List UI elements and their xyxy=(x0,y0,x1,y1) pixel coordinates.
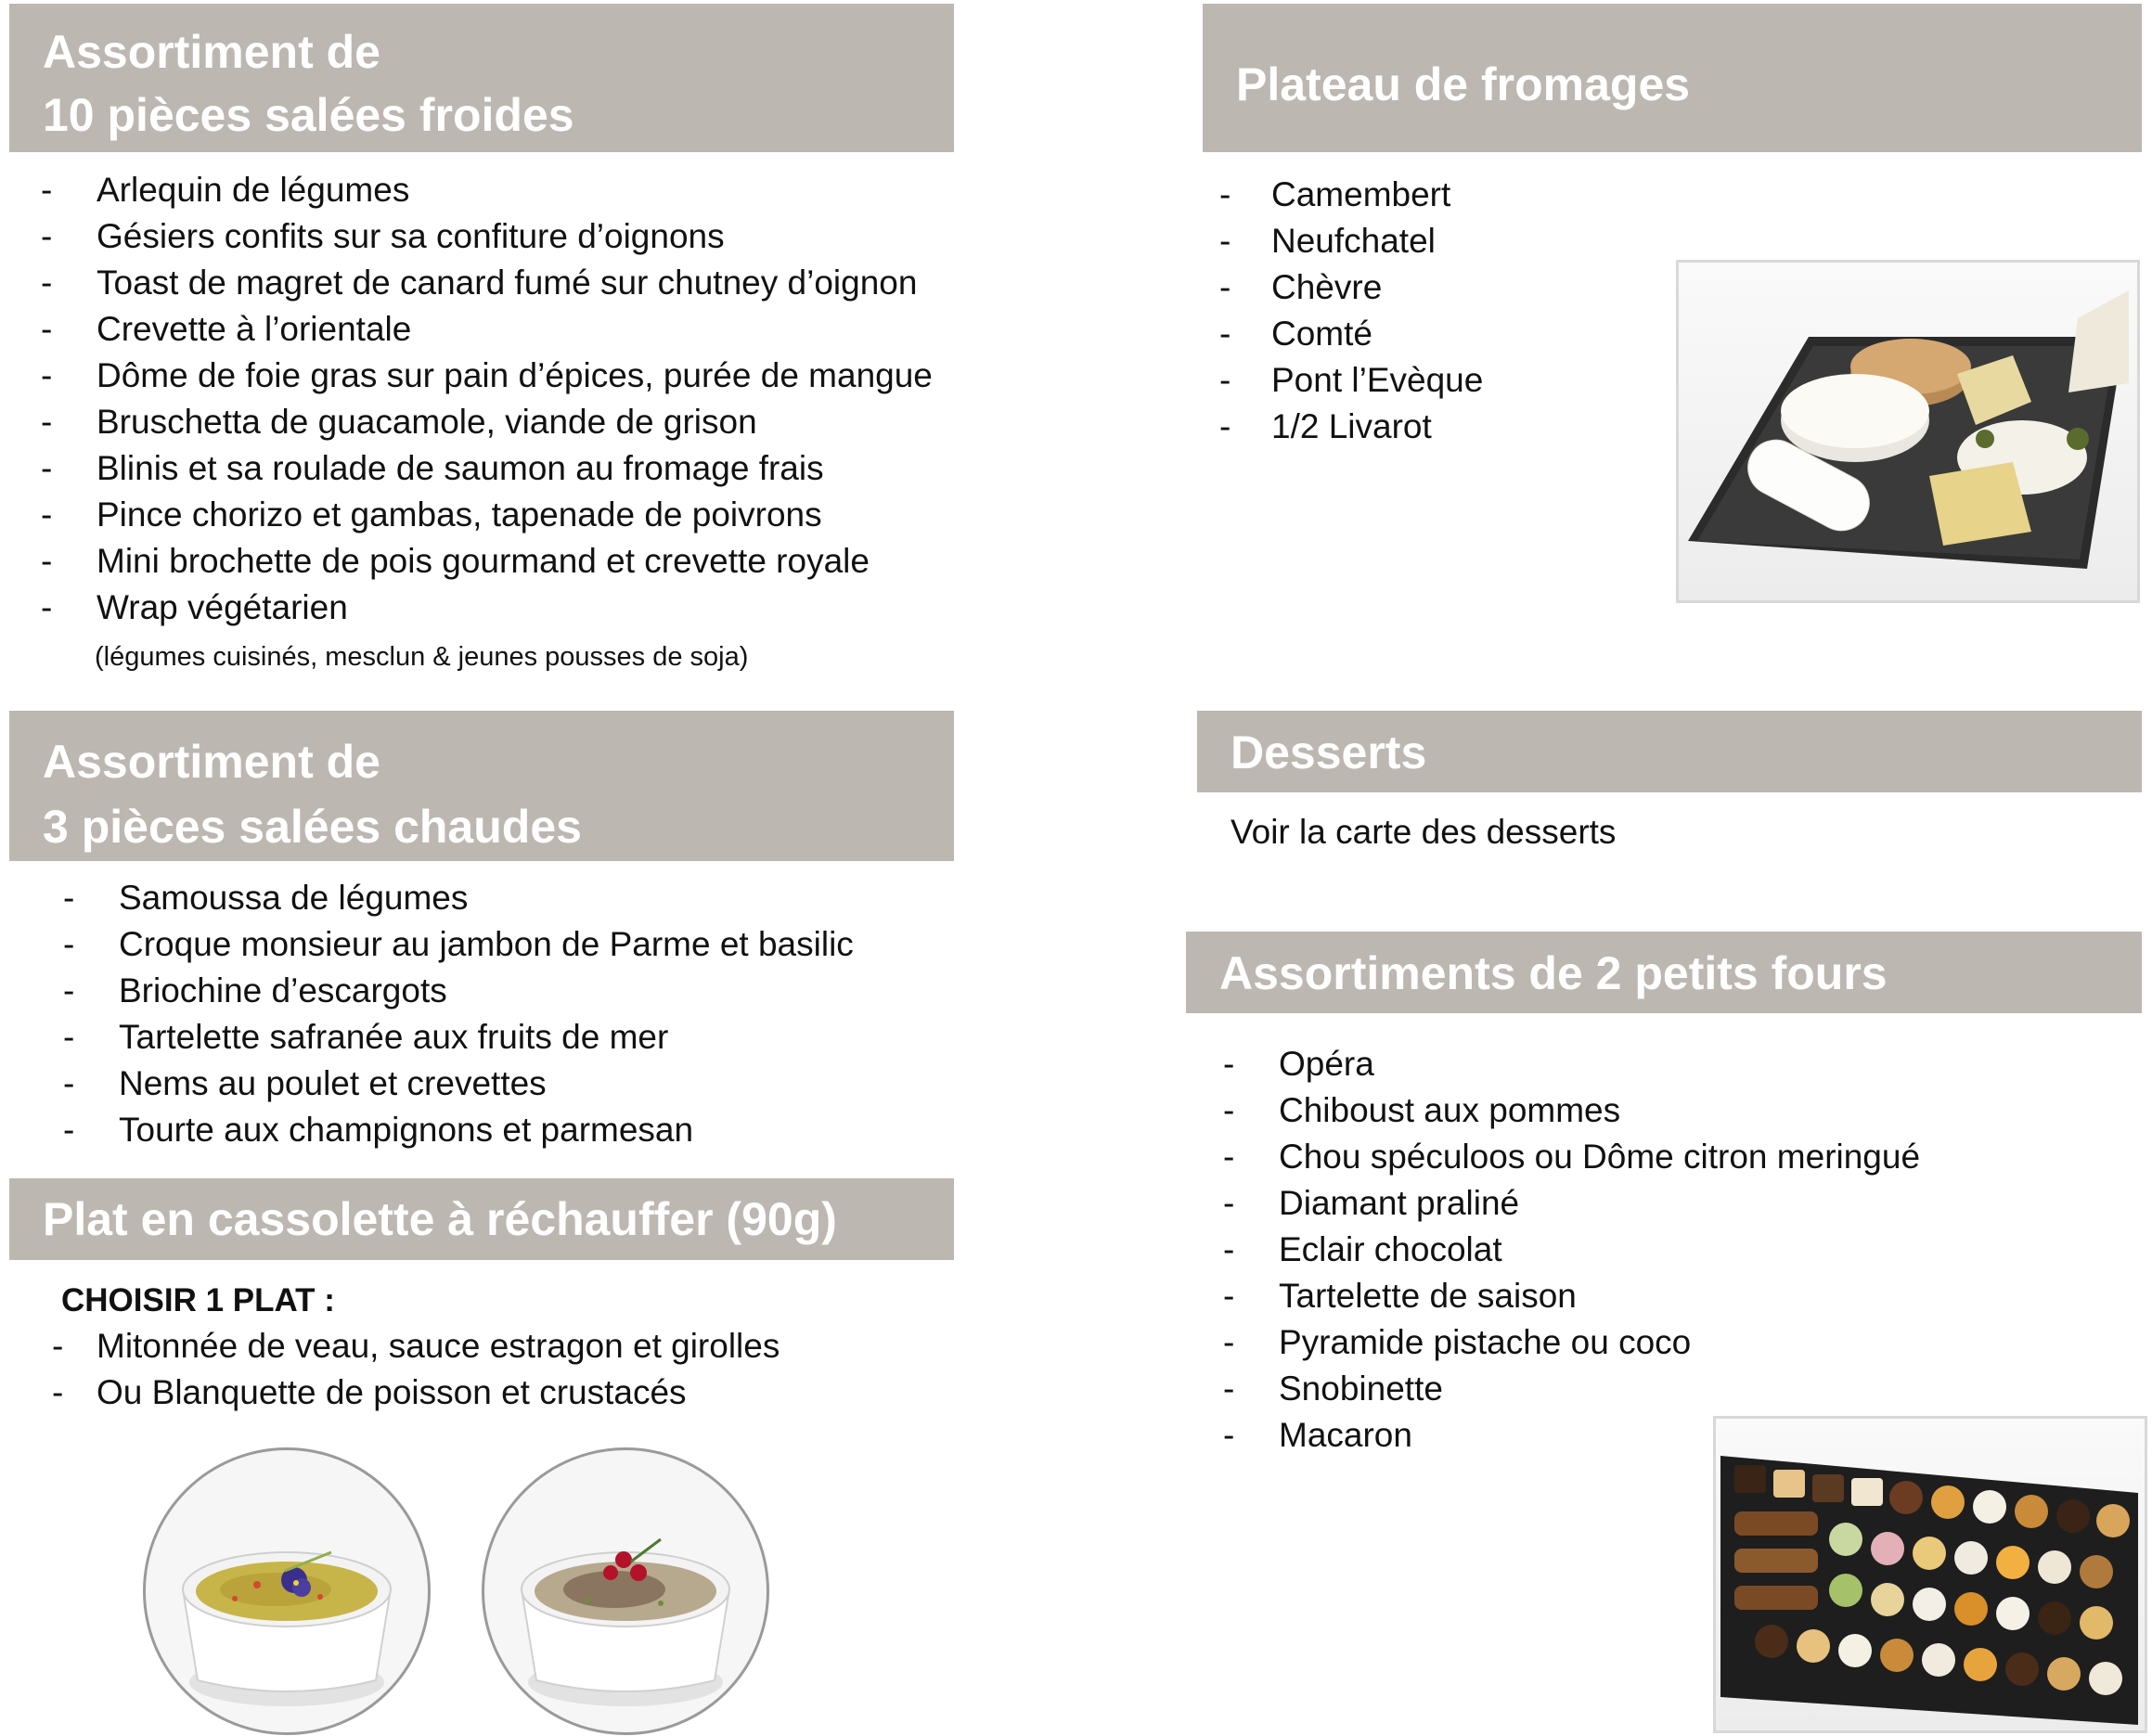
list-item: - Eclair chocolat xyxy=(1223,1230,1502,1268)
chaudes-list xyxy=(63,875,854,1153)
blanquette-cassolette-photo xyxy=(482,1447,769,1735)
list-item: - Pont l’Evèque xyxy=(1219,361,1484,399)
list-item: - Briochine d’escargots xyxy=(63,971,447,1009)
list-item: - Tartelette safranée aux fruits de mer xyxy=(63,1018,669,1056)
list-item: - Mitonnée de veau, sauce estragon et girolles xyxy=(52,1327,780,1365)
list-item: - Chou spéculoos ou Dôme citron meringué xyxy=(1223,1138,1921,1176)
list-item: - 1/2 Livarot xyxy=(1219,407,1432,445)
veal-cassolette-photo xyxy=(143,1447,431,1735)
list-item: - Camembert xyxy=(1219,175,1451,213)
list-item: - Samoussa de légumes xyxy=(63,879,469,917)
list-item: - Arlequin de légumes xyxy=(41,171,410,209)
section-header-chaudes xyxy=(9,711,954,861)
list-item: - Chèvre xyxy=(1219,268,1383,306)
list-item: - Tourte aux champignons et parmesan xyxy=(63,1111,694,1149)
list-item: - Comté xyxy=(1219,315,1372,353)
cheese-platter-illustration xyxy=(1679,263,2137,600)
cassolette-list xyxy=(52,1323,780,1416)
list-item: - Macaron xyxy=(1223,1416,1412,1454)
list-item: - Chiboust aux pommes xyxy=(1223,1091,1621,1129)
section-title-petits-fours: Assortiments de 2 petits fours xyxy=(1219,947,1888,999)
section-title-chaudes-line1: Assortiment de xyxy=(43,736,380,788)
bowl-illustration xyxy=(146,1450,428,1732)
list-item: - Mini brochette de pois gourmand et crevette royale xyxy=(41,542,870,580)
list-item: - Toast de magret de canard fumé sur chutney d’oignon xyxy=(41,264,918,302)
list-item: - Tartelette de saison xyxy=(1223,1277,1577,1315)
petits-fours-tray-illustration xyxy=(1716,1419,2145,1730)
list-item: - Pyramide pistache ou coco xyxy=(1223,1323,1692,1361)
list-item: - Dôme de foie gras sur pain d’épices, purée de mangue xyxy=(41,356,933,394)
froides-wrap-note: (légumes cuisinés, mesclun & jeunes pousses de soja) xyxy=(95,642,749,672)
list-item: - Opéra xyxy=(1223,1045,1374,1083)
petits-fours-photo xyxy=(1713,1416,2147,1733)
section-header-fromages xyxy=(1203,4,2142,152)
list-item: - Neufchatel xyxy=(1219,222,1436,260)
section-title-cassolette: Plat en cassolette à réchauffer (90g) xyxy=(43,1193,837,1245)
list-item: - Croque monsieur au jambon de Parme et basilic xyxy=(63,925,854,963)
section-title-froides-line2: 10 pièces salées froides xyxy=(43,89,574,141)
list-item: - Ou Blanquette de poisson et crustacés xyxy=(52,1373,687,1411)
section-header-desserts xyxy=(1197,711,2142,792)
fromages-list xyxy=(1219,172,1483,450)
list-item: - Pince chorizo et gambas, tapenade de poivrons xyxy=(41,495,822,534)
cheese-platter-photo xyxy=(1676,260,2140,603)
section-header-petits-fours xyxy=(1186,932,2142,1013)
list-item: - Bruschetta de guacamole, viande de grison xyxy=(41,403,757,441)
list-item: - Wrap végétarien xyxy=(41,588,348,626)
desserts-note: Voir la carte des desserts xyxy=(1231,813,1617,851)
section-header-cassolette xyxy=(9,1178,954,1260)
list-item: - Crevette à l’orientale xyxy=(41,310,412,348)
list-item: - Gésiers confits sur sa confiture d’oignons xyxy=(41,217,725,255)
list-item: - Blinis et sa roulade de saumon au fromage frais xyxy=(41,449,824,487)
bowl-illustration xyxy=(484,1450,767,1732)
section-title-fromages: Plateau de fromages xyxy=(1236,58,1691,110)
list-item: - Nems au poulet et crevettes xyxy=(63,1064,547,1102)
choose-one-label: CHOISIR 1 PLAT : xyxy=(61,1282,335,1318)
petits-fours-list xyxy=(1223,1041,1920,1459)
froides-list xyxy=(41,167,933,631)
section-header-froides xyxy=(9,4,954,152)
list-item: - Diamant praliné xyxy=(1223,1184,1520,1222)
section-title-desserts: Desserts xyxy=(1231,727,1427,778)
section-title-froides-line1: Assortiment de xyxy=(43,26,380,78)
section-title-chaudes-line2: 3 pièces salées chaudes xyxy=(43,801,582,853)
list-item: - Snobinette xyxy=(1223,1370,1443,1408)
